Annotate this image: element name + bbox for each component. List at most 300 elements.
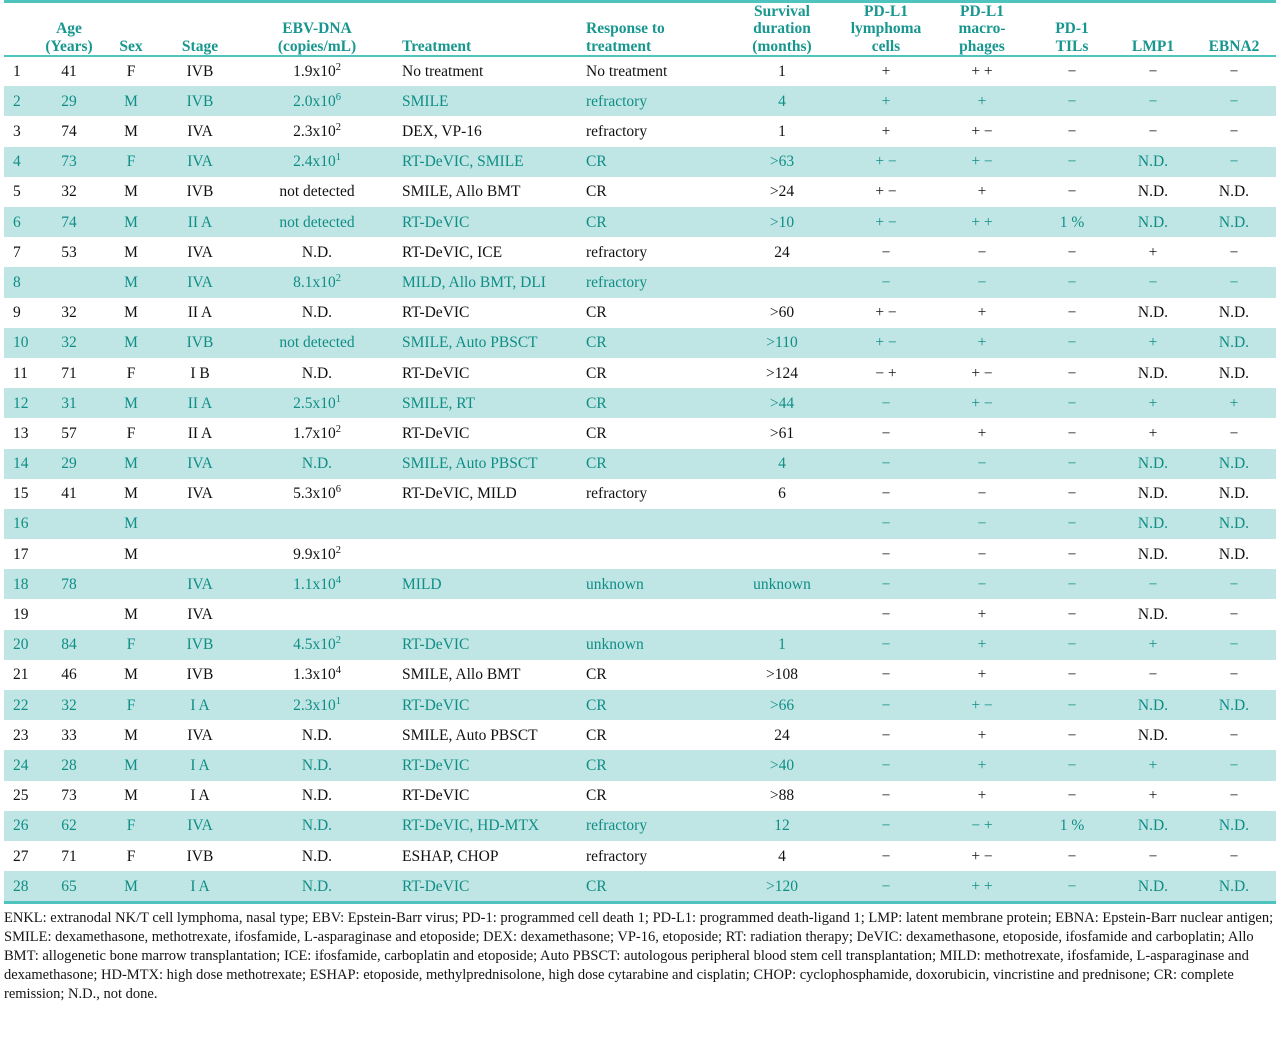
cell-stage: IVA (187, 817, 213, 835)
col-header-ebna2: EBNA2 (1208, 37, 1260, 55)
cell-sex: M (124, 606, 138, 624)
cell-stage: IVB (186, 183, 214, 201)
cell-pd1_tils: − (1067, 606, 1077, 624)
cell-response: CR (586, 726, 607, 744)
cell-age (38, 539, 100, 569)
table-row (4, 509, 1276, 539)
cell-pd1_tils: − (1067, 304, 1077, 322)
cell-pd1_tils: 1 % (1059, 817, 1085, 835)
cell-no: 5 (13, 183, 21, 201)
cell-ebv: $2.0x10^6$ (293, 91, 341, 110)
table-row (4, 147, 1276, 177)
cell-pdl1_macro: + − (971, 123, 993, 141)
cell-pdl1_lymph: − (881, 726, 891, 744)
cell-treatment (396, 509, 582, 539)
cell-age: 78 (61, 575, 77, 593)
cell-ebv: $2.3x10^2$ (293, 121, 341, 141)
cell-survival: 12 (774, 817, 790, 835)
cell-ebv: N.D. (301, 364, 333, 382)
cell-age: 65 (61, 877, 77, 895)
cell-response: refractory (586, 273, 648, 291)
cell-sex: M (124, 726, 138, 744)
cell-ebna2: − (1229, 243, 1239, 261)
table-footnote (4, 904, 1276, 1003)
cell-lmp1: N.D. (1137, 817, 1169, 835)
cell-ebna2: − (1229, 726, 1239, 744)
cell-treatment (396, 599, 582, 629)
cell-sex: M (124, 666, 138, 684)
cell-pdl1_macro: + (977, 787, 987, 805)
cell-treatment: RT-DeVIC, SMILE (402, 153, 524, 171)
cell-treatment: RT-DeVIC (402, 787, 470, 805)
cell-pdl1_macro: − (977, 243, 987, 261)
cell-lmp1: N.D. (1137, 183, 1169, 201)
cell-survival: >124 (766, 364, 798, 382)
cell-pdl1_lymph: − (881, 485, 891, 503)
cell-lmp1: N.D. (1137, 545, 1169, 563)
cell-response: refractory (586, 485, 648, 503)
cell-survival: >108 (766, 666, 798, 684)
cell-survival: >10 (769, 213, 795, 231)
cell-treatment: RT-DeVIC (402, 364, 470, 382)
table-row (4, 388, 1276, 418)
cell-ebv (238, 509, 396, 539)
cell-ebna2: − (1229, 123, 1239, 141)
cell-pd1_tils: − (1067, 364, 1077, 382)
cell-pdl1_lymph: + − (875, 334, 897, 352)
cell-sex: M (124, 455, 138, 473)
cell-ebna2: N.D. (1218, 696, 1250, 714)
cell-no: 1 (13, 63, 21, 81)
cell-ebna2: N.D. (1218, 877, 1250, 895)
cell-pdl1_lymph: + (881, 63, 891, 81)
cell-age (38, 267, 100, 297)
cell-no: 15 (13, 485, 29, 503)
cell-ebna2: + (1229, 394, 1239, 412)
cell-no: 27 (13, 847, 29, 865)
cell-survival: >61 (769, 424, 795, 442)
cell-response: unknown (586, 575, 644, 593)
col-header-treatment: Treatment (402, 37, 472, 55)
cell-lmp1: N.D. (1137, 877, 1169, 895)
cell-response (582, 539, 726, 569)
cell-treatment: RT-DeVIC (402, 304, 470, 322)
cell-sex: M (124, 243, 138, 261)
cell-pd1_tils: − (1067, 636, 1077, 654)
cell-no: 22 (13, 696, 29, 714)
cell-pdl1_macro: + (977, 636, 987, 654)
cell-age: 41 (61, 485, 77, 503)
cell-sex: M (124, 92, 138, 110)
cell-pd1_tils: − (1067, 334, 1077, 352)
cell-pd1_tils: − (1067, 243, 1077, 261)
cell-pdl1_macro: + (977, 334, 987, 352)
cell-pd1_tils: − (1067, 394, 1077, 412)
col-header-pdl1-lymphoma-cells: PD-L1 lymphoma cells (850, 3, 922, 55)
cell-treatment: SMILE, Auto PBSCT (402, 334, 538, 352)
table-row (4, 177, 1276, 207)
col-header-pd1-tils: PD-1 TILs (1055, 20, 1089, 55)
col-header-pdl1-macrophages: PD-L1 macro- phages (958, 3, 1006, 55)
cell-survival: 4 (778, 455, 786, 473)
cell-ebna2: − (1229, 636, 1239, 654)
table-body (4, 56, 1276, 901)
cell-ebna2: N.D. (1218, 304, 1250, 322)
cell-response (582, 599, 726, 629)
cell-age: 32 (61, 334, 77, 352)
cell-ebv: N.D. (301, 847, 333, 865)
cell-lmp1: N.D. (1137, 455, 1169, 473)
table-row (4, 660, 1276, 690)
cell-stage: IVA (187, 243, 213, 261)
cell-ebna2: N.D. (1218, 183, 1250, 201)
cell-stage: II A (187, 424, 213, 442)
cell-no: 10 (13, 334, 29, 352)
cell-lmp1: + (1148, 787, 1158, 805)
cell-pdl1_macro: + − (971, 364, 993, 382)
cell-treatment: RT-DeVIC (402, 213, 470, 231)
cell-response: No treatment (586, 63, 668, 81)
cell-lmp1: + (1148, 243, 1158, 261)
cell-pd1_tils: − (1067, 726, 1077, 744)
table-row (4, 539, 1276, 569)
cell-stage: I A (190, 877, 210, 895)
table-row (4, 750, 1276, 780)
cell-pd1_tils: − (1067, 92, 1077, 110)
cell-no: 24 (13, 756, 29, 774)
cell-ebv: $5.3x10^6$ (293, 484, 341, 503)
cell-pdl1_macro: + − (971, 153, 993, 171)
cell-no: 26 (13, 817, 29, 835)
cell-survival: 4 (778, 92, 786, 110)
cell-stage: I A (190, 787, 210, 805)
cell-pd1_tils: − (1067, 545, 1077, 563)
cell-lmp1: N.D. (1137, 153, 1169, 171)
table-row (4, 599, 1276, 629)
cell-age: 33 (61, 726, 77, 744)
table-row (4, 116, 1276, 146)
cell-age: 53 (61, 243, 77, 261)
cell-ebv: not detected (279, 213, 355, 231)
cell-pd1_tils: − (1067, 575, 1077, 593)
cell-survival: 1 (778, 63, 786, 81)
cell-ebv: $1.1x10^4$ (293, 574, 341, 593)
cell-stage: IVA (187, 575, 213, 593)
col-header-stage: Stage (181, 37, 219, 55)
cell-pdl1_lymph: − (881, 756, 891, 774)
cell-age: 74 (61, 123, 77, 141)
cell-ebv: $1.7x10^2$ (293, 423, 341, 442)
cell-treatment: SMILE, Allo BMT (402, 183, 521, 201)
cell-pdl1_macro: + (977, 756, 987, 774)
cell-age: 57 (61, 424, 77, 442)
cell-sex: M (124, 515, 138, 533)
table-row (4, 418, 1276, 448)
table-row (4, 298, 1276, 328)
cell-pdl1_lymph: − (881, 394, 891, 412)
cell-response: CR (586, 364, 607, 382)
cell-stage: IVB (186, 63, 214, 81)
cell-lmp1: + (1148, 424, 1158, 442)
cell-pdl1_lymph: + − (875, 213, 897, 231)
cell-survival: 1 (778, 636, 786, 654)
cell-stage: IVB (186, 334, 214, 352)
cell-response: CR (586, 424, 607, 442)
cell-pd1_tils: − (1067, 666, 1077, 684)
cell-pdl1_macro: − (977, 455, 987, 473)
cell-response: CR (586, 334, 607, 352)
cell-pdl1_lymph: − (881, 877, 891, 895)
cell-ebna2: − (1229, 153, 1239, 171)
cell-no: 28 (13, 877, 29, 895)
cell-pdl1_macro: + + (971, 63, 993, 81)
cell-survival: >24 (769, 183, 795, 201)
cell-ebv: N.D. (301, 817, 333, 835)
cell-pd1_tils: − (1067, 455, 1077, 473)
cell-lmp1: N.D. (1137, 726, 1169, 744)
cell-no: 17 (13, 545, 29, 563)
table-row (4, 720, 1276, 750)
cell-pdl1_lymph: − (881, 606, 891, 624)
cell-ebv: $8.1x10^2$ (293, 272, 341, 291)
col-header-ebv-dna: EBV-DNA (copies/mL) (277, 20, 357, 55)
cell-treatment: SMILE, Allo BMT (402, 666, 521, 684)
cell-ebna2: N.D. (1218, 334, 1250, 352)
cell-ebna2: N.D. (1218, 485, 1250, 503)
cell-treatment: SMILE (402, 92, 449, 110)
cell-pd1_tils: − (1067, 183, 1077, 201)
cell-treatment: MILD, Allo BMT, DLI (402, 273, 546, 291)
cell-survival: >63 (769, 153, 795, 171)
cell-ebv: N.D. (301, 243, 333, 261)
cell-treatment (396, 539, 582, 569)
cell-pdl1_lymph: − (881, 696, 891, 714)
cell-sex: F (126, 153, 136, 171)
cell-survival (726, 599, 838, 629)
cell-treatment: RT-DeVIC, ICE (402, 243, 503, 261)
cell-no: 13 (13, 424, 29, 442)
cell-pdl1_macro: − (977, 545, 987, 563)
cell-no: 23 (13, 726, 29, 744)
cell-sex: M (124, 273, 138, 291)
cell-stage (162, 509, 238, 539)
cell-treatment: No treatment (402, 63, 484, 81)
cell-ebv: N.D. (301, 455, 333, 473)
cell-ebv: $1.9x10^2$ (293, 61, 341, 81)
cell-pd1_tils: 1 % (1059, 213, 1085, 231)
cell-pdl1_macro: + (977, 304, 987, 322)
cell-response: CR (586, 756, 607, 774)
cell-age: 71 (61, 364, 77, 382)
cell-pdl1_macro: + − (971, 394, 993, 412)
cell-sex: M (124, 183, 138, 201)
cell-stage: II A (187, 394, 213, 412)
cell-age: 46 (61, 666, 77, 684)
table-row (4, 358, 1276, 388)
cell-stage: I A (190, 696, 210, 714)
cell-sex: F (126, 696, 136, 714)
table-row (4, 56, 1276, 86)
cell-pdl1_macro: − (977, 515, 987, 533)
cell-stage: IVA (187, 606, 213, 624)
cell-stage: IVA (187, 726, 213, 744)
cell-pdl1_macro: + + (971, 213, 993, 231)
cell-ebna2: − (1229, 606, 1239, 624)
cell-response: refractory (586, 92, 648, 110)
cell-response: CR (586, 183, 607, 201)
cell-pdl1_macro: + − (971, 696, 993, 714)
cell-pdl1_macro: + (977, 606, 987, 624)
cell-ebv: $2.3x10^1$ (293, 695, 341, 714)
table-row (4, 569, 1276, 599)
cell-survival (726, 267, 838, 297)
cell-no: 9 (13, 304, 21, 322)
cell-ebna2: N.D. (1218, 455, 1250, 473)
cell-age: 41 (61, 63, 77, 81)
cell-ebna2: N.D. (1218, 817, 1250, 835)
cell-sex: M (124, 123, 138, 141)
cell-survival: >66 (769, 696, 795, 714)
cell-pdl1_lymph: − (881, 243, 891, 261)
cell-ebna2: − (1229, 787, 1239, 805)
cell-treatment: RT-DeVIC (402, 696, 470, 714)
cell-lmp1: + (1148, 394, 1158, 412)
table-row (4, 267, 1276, 297)
cell-lmp1: − (1148, 273, 1158, 291)
cell-pd1_tils: − (1067, 696, 1077, 714)
cell-ebna2: − (1229, 666, 1239, 684)
cell-pdl1_lymph: − + (875, 364, 897, 382)
cell-ebv (238, 599, 396, 629)
cell-sex: F (126, 424, 136, 442)
cell-pdl1_macro: + (977, 726, 987, 744)
cell-stage: IVB (186, 92, 214, 110)
table-row (4, 781, 1276, 811)
cell-treatment: RT-DeVIC (402, 424, 470, 442)
cell-survival (726, 509, 838, 539)
cell-ebv: $1.3x10^4$ (293, 665, 341, 684)
cell-pdl1_macro: + + (971, 877, 993, 895)
cell-pd1_tils: − (1067, 485, 1077, 503)
cell-lmp1: + (1148, 636, 1158, 654)
cell-ebna2: N.D. (1218, 545, 1250, 563)
cell-response: CR (586, 696, 607, 714)
cell-stage: IVB (186, 636, 214, 654)
cell-no: 7 (13, 243, 21, 261)
cell-ebv: N.D. (301, 787, 333, 805)
cell-lmp1: N.D. (1137, 304, 1169, 322)
cell-pd1_tils: − (1067, 877, 1077, 895)
cell-no: 25 (13, 787, 29, 805)
cell-ebna2: − (1229, 756, 1239, 774)
table-row (4, 841, 1276, 871)
cell-lmp1: N.D. (1137, 606, 1169, 624)
cell-lmp1: N.D. (1137, 213, 1169, 231)
cell-pd1_tils: − (1067, 515, 1077, 533)
cell-stage: IVB (186, 847, 214, 865)
cell-ebv: not detected (279, 183, 355, 201)
cell-response (582, 509, 726, 539)
cell-treatment: RT-DeVIC (402, 636, 470, 654)
cell-response: CR (586, 666, 607, 684)
cell-age (38, 509, 100, 539)
cell-no: 21 (13, 666, 29, 684)
cell-pdl1_lymph: − (881, 515, 891, 533)
cell-survival: >88 (769, 787, 795, 805)
cell-pdl1_lymph: − (881, 787, 891, 805)
cell-pdl1_lymph: − (881, 545, 891, 563)
cell-ebv: not detected (279, 334, 355, 352)
cell-pdl1_lymph: + (881, 123, 891, 141)
cell-survival: 24 (774, 243, 790, 261)
cell-ebv: N.D. (301, 877, 333, 895)
cell-age: 84 (61, 636, 77, 654)
cell-survival: >40 (769, 756, 795, 774)
table-row (4, 237, 1276, 267)
table-row (4, 328, 1276, 358)
cell-response: refractory (586, 817, 648, 835)
cell-stage: IVA (187, 273, 213, 291)
cell-ebv: $2.5x10^1$ (293, 393, 341, 412)
cell-no: 6 (13, 213, 21, 231)
cell-lmp1: + (1148, 334, 1158, 352)
cell-ebna2: N.D. (1218, 364, 1250, 382)
cell-survival: 6 (778, 485, 786, 503)
cell-stage: IVA (187, 123, 213, 141)
col-header-response: Response to treatment (586, 20, 665, 55)
cell-stage: I B (190, 364, 210, 382)
cell-no: 12 (13, 394, 29, 412)
cell-age: 28 (61, 756, 77, 774)
cell-sex: F (126, 636, 136, 654)
cell-treatment: RT-DeVIC (402, 877, 470, 895)
cell-ebna2: − (1229, 424, 1239, 442)
cell-treatment: SMILE, RT (402, 394, 476, 412)
col-header-sex: Sex (119, 37, 143, 55)
table-row (4, 207, 1276, 237)
cell-pdl1_macro: − (977, 575, 987, 593)
cell-response: CR (586, 877, 607, 895)
cell-response: unknown (586, 636, 644, 654)
cell-pd1_tils: − (1067, 63, 1077, 81)
cell-response: CR (586, 455, 607, 473)
cell-lmp1: N.D. (1137, 364, 1169, 382)
cell-ebv: N.D. (301, 756, 333, 774)
cell-age: 73 (61, 153, 77, 171)
cell-pdl1_macro: + (977, 424, 987, 442)
table-header (4, 3, 1276, 56)
cell-pdl1_macro: + (977, 92, 987, 110)
cell-pdl1_lymph: − (881, 424, 891, 442)
header-row (4, 3, 1276, 56)
cell-pd1_tils: − (1067, 153, 1077, 171)
cell-ebna2: − (1229, 273, 1239, 291)
cell-sex: F (126, 847, 136, 865)
cell-no: 2 (13, 92, 21, 110)
cell-pdl1_lymph: − (881, 636, 891, 654)
cell-pdl1_macro: − (977, 273, 987, 291)
cell-no: 4 (13, 153, 21, 171)
table-row (4, 479, 1276, 509)
cell-pdl1_lymph: + (881, 92, 891, 110)
col-header-no (4, 3, 38, 56)
cell-treatment: SMILE, Auto PBSCT (402, 726, 538, 744)
cell-pdl1_lymph: − (881, 847, 891, 865)
table-row (4, 811, 1276, 841)
cell-ebna2: − (1229, 63, 1239, 81)
cell-treatment: RT-DeVIC (402, 756, 470, 774)
cell-survival: 1 (778, 123, 786, 141)
